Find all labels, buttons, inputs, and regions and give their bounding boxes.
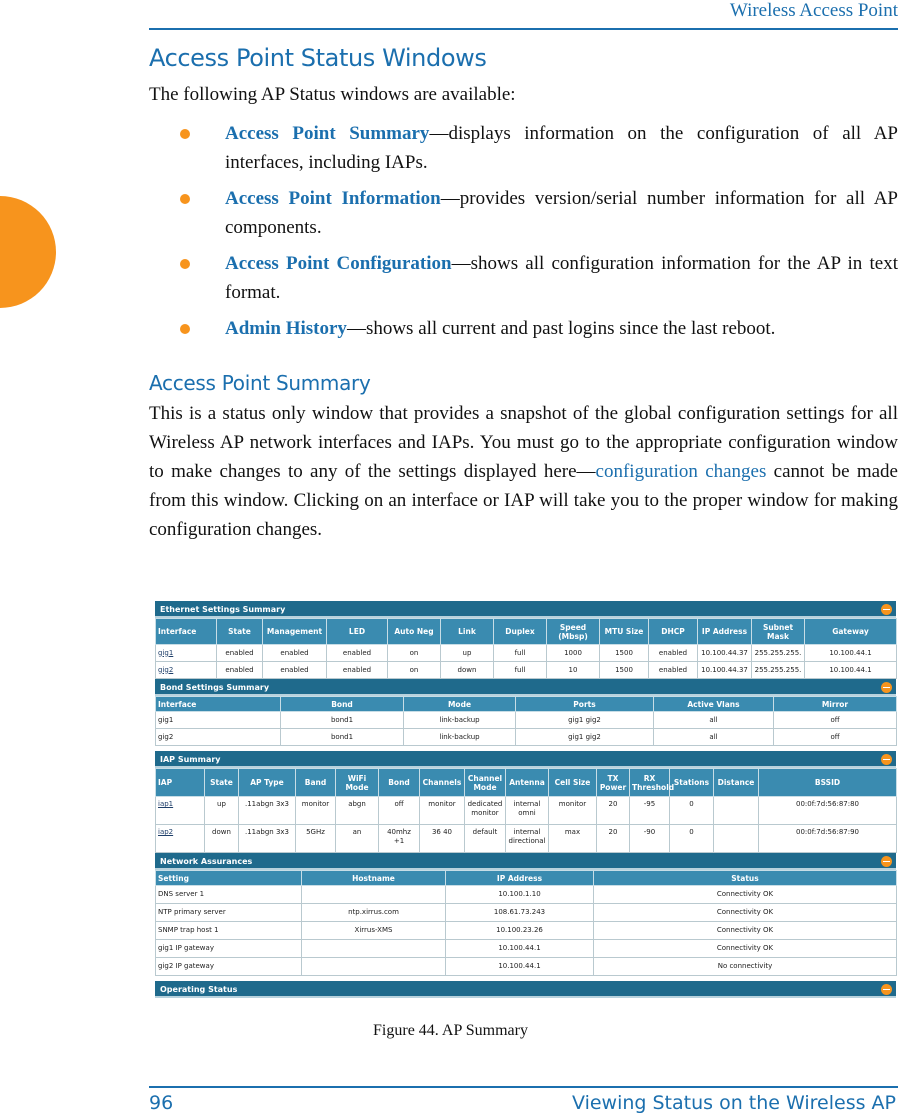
page-number: 96 [149, 1092, 174, 1114]
table-cell: gig2 [156, 729, 281, 746]
column-header: RX Threshold [630, 769, 670, 797]
ethernet-table [155, 618, 897, 679]
table-cell: 10.100.44.1 [446, 958, 594, 976]
table-cell: 1000 [547, 645, 600, 662]
table-cell: enabled [327, 662, 388, 679]
column-header: Channel Mode [465, 769, 506, 797]
table-cell: all [654, 712, 774, 729]
table-cell: max [549, 825, 597, 853]
interface-link[interactable]: gig2 [156, 662, 217, 679]
list-item-text: —provides version/serial number information for all AP components. [225, 188, 898, 238]
table-cell: enabled [649, 662, 698, 679]
intro-paragraph: The following AP Status windows are available: [149, 84, 516, 105]
subsection-heading: Access Point Summary [149, 371, 371, 395]
table-cell: full [494, 645, 547, 662]
summary-text: This is a status only window that provides a snapshot of the global configuration settings for all Wireless AP network interfaces and IAPs. You must go to the appropriate configuration window to make changes to any of the settings displayed here— [149, 403, 898, 482]
column-header: WiFi Mode [336, 769, 379, 797]
table-cell: abgn [336, 797, 379, 825]
table-cell: all [654, 729, 774, 746]
network-assurances-table [155, 870, 897, 976]
table-row[interactable] [156, 940, 897, 958]
iap-section-header[interactable] [155, 751, 896, 768]
table-cell: gig1 gig2 [516, 729, 654, 746]
table-cell: 255.255.255. [752, 645, 805, 662]
table-row[interactable] [156, 712, 897, 729]
table-cell: enabled [263, 645, 327, 662]
collapse-icon[interactable] [881, 604, 892, 615]
column-header: AP Type [239, 769, 296, 797]
summary-text: cannot be made from this window. Clicking on an interface or IAP will take you to the proper window for making configuration changes. [149, 461, 898, 540]
column-header: Mode [404, 697, 516, 712]
column-header: Speed (Mbsp) [547, 619, 600, 645]
interface-link[interactable]: gig1 [156, 645, 217, 662]
chapter-tab-marker [0, 196, 56, 308]
table-cell: Connectivity OK [594, 940, 897, 958]
section-heading: Access Point Status Windows [149, 44, 487, 72]
list-item-text: —shows all configuration information for the AP in text format. [225, 253, 898, 303]
table-cell: DNS server 1 [156, 886, 302, 904]
column-header: Active Vlans [654, 697, 774, 712]
column-header: Channels [420, 769, 465, 797]
running-head: Wireless Access Point [729, 0, 898, 21]
table-cell: down [205, 825, 239, 853]
column-header: Mirror [774, 697, 897, 712]
table-cell: gig1 [156, 712, 281, 729]
network-assurances-section-header[interactable] [155, 853, 896, 870]
table-cell: down [441, 662, 494, 679]
table-cell: gig1 IP gateway [156, 940, 302, 958]
footer-title: Viewing Status on the Wireless AP [571, 1092, 896, 1114]
status-window-list [149, 119, 898, 350]
collapse-icon[interactable] [881, 984, 892, 995]
list-item-text: —displays information on the configuration of all AP interfaces, including IAPs. [225, 123, 898, 173]
table-cell: link-backup [404, 729, 516, 746]
section-title: IAP Summary [160, 755, 221, 764]
table-cell: enabled [217, 662, 263, 679]
table-cell: 5GHz [296, 825, 336, 853]
table-cell: Connectivity OK [594, 922, 897, 940]
table-cell: off [379, 797, 420, 825]
table-row[interactable] [156, 958, 897, 976]
ap-summary-screenshot [155, 601, 896, 1012]
table-cell: bond1 [281, 729, 404, 746]
table-cell: off [774, 729, 897, 746]
column-header: IP Address [446, 871, 594, 886]
table-cell: 10.100.44.1 [805, 662, 897, 679]
column-header: LED [327, 619, 388, 645]
iap-link[interactable]: iap1 [156, 797, 205, 825]
table-cell: 0 [670, 825, 714, 853]
footer-rule [149, 1086, 898, 1088]
table-cell: enabled [217, 645, 263, 662]
table-cell: -95 [630, 797, 670, 825]
summary-paragraph [149, 399, 898, 544]
table-cell: monitor [549, 797, 597, 825]
table-cell: bond1 [281, 712, 404, 729]
table-cell: monitor [420, 797, 465, 825]
collapse-icon[interactable] [881, 754, 892, 765]
section-title: Bond Settings Summary [160, 683, 270, 692]
table-cell: No connectivity [594, 958, 897, 976]
column-header: DHCP [649, 619, 698, 645]
table-cell: gig2 IP gateway [156, 958, 302, 976]
table-header-row [156, 871, 897, 886]
header-rule [149, 28, 898, 30]
column-header: Auto Neg [388, 619, 441, 645]
column-header: State [205, 769, 239, 797]
table-cell: up [205, 797, 239, 825]
table-cell: dedicated monitor [465, 797, 506, 825]
ethernet-section-header[interactable] [155, 601, 896, 618]
table-row[interactable] [156, 662, 897, 679]
table-cell: Connectivity OK [594, 886, 897, 904]
column-header: TX Power [597, 769, 630, 797]
column-header: Bond [281, 697, 404, 712]
column-header: Bond [379, 769, 420, 797]
term-link[interactable]: Access Point Information [225, 188, 441, 209]
table-cell: 10.100.1.10 [446, 886, 594, 904]
column-header: Hostname [302, 871, 446, 886]
table-cell: .11abgn 3x3 [239, 825, 296, 853]
table-cell: 10.100.44.1 [446, 940, 594, 958]
figure-caption: Figure 44. AP Summary [373, 1022, 528, 1039]
table-cell: 255.255.255. [752, 662, 805, 679]
table-cell: Connectivity OK [594, 904, 897, 922]
column-header: Interface [156, 619, 217, 645]
table-cell: 10 [547, 662, 600, 679]
table-cell: -90 [630, 825, 670, 853]
table-header-row [156, 619, 897, 645]
section-title: Ethernet Settings Summary [160, 605, 286, 614]
bullet-icon [180, 194, 190, 204]
table-row[interactable] [156, 645, 897, 662]
iap-link[interactable]: iap2 [156, 825, 205, 853]
list-item-text: —shows all current and past logins since the last reboot. [346, 318, 776, 339]
table-cell: 108.61.73.243 [446, 904, 594, 922]
table-cell: 10.100.44.37 [698, 662, 752, 679]
bullet-icon [180, 129, 190, 139]
table-cell: enabled [649, 645, 698, 662]
table-cell: NTP primary server [156, 904, 302, 922]
table-cell: full [494, 662, 547, 679]
table-cell [302, 940, 446, 958]
table-cell: .11abgn 3x3 [239, 797, 296, 825]
table-cell: 36 40 [420, 825, 465, 853]
column-header: MTU Size [600, 619, 649, 645]
bond-table [155, 696, 897, 746]
term-link[interactable]: Admin History [225, 318, 347, 339]
table-header-row [156, 697, 897, 712]
table-cell: gig1 gig2 [516, 712, 654, 729]
table-cell: on [388, 645, 441, 662]
column-header: Interface [156, 697, 281, 712]
column-header: Stations [670, 769, 714, 797]
column-header: Ports [516, 697, 654, 712]
table-cell: enabled [263, 662, 327, 679]
column-header: Gateway [805, 619, 897, 645]
table-cell [714, 825, 759, 853]
table-cell: on [388, 662, 441, 679]
table-cell: 00:0f:7d:56:87:80 [759, 797, 897, 825]
column-header: Subnet Mask [752, 619, 805, 645]
section-title: Network Assurances [160, 857, 253, 866]
bullet-icon [180, 259, 190, 269]
table-cell: monitor [296, 797, 336, 825]
column-header: Duplex [494, 619, 547, 645]
list-item [149, 119, 898, 177]
column-header: Band [296, 769, 336, 797]
table-cell: 10.100.44.1 [805, 645, 897, 662]
bullet-icon [180, 324, 190, 334]
table-row[interactable] [156, 922, 897, 940]
table-cell: 10.100.23.26 [446, 922, 594, 940]
list-item [149, 314, 898, 343]
collapse-icon[interactable] [881, 682, 892, 693]
table-cell: up [441, 645, 494, 662]
column-header: Antenna [506, 769, 549, 797]
table-cell: 20 [597, 797, 630, 825]
column-header: Distance [714, 769, 759, 797]
table-row[interactable] [156, 729, 897, 746]
column-header: IAP [156, 769, 205, 797]
term-link[interactable]: Access Point Summary [225, 123, 430, 144]
table-cell: 40mhz +1 [379, 825, 420, 853]
collapse-icon[interactable] [881, 856, 892, 867]
operating-status-section-header[interactable] [155, 981, 896, 998]
table-cell: default [465, 825, 506, 853]
column-header: IP Address [698, 619, 752, 645]
table-cell: 10.100.44.37 [698, 645, 752, 662]
table-cell: 00:0f:7d:56:87:90 [759, 825, 897, 853]
list-item [149, 184, 898, 242]
term-link[interactable]: Access Point Configuration [225, 253, 452, 274]
table-cell: 0 [670, 797, 714, 825]
table-cell: 1500 [600, 645, 649, 662]
column-header: State [217, 619, 263, 645]
table-cell [302, 886, 446, 904]
table-row[interactable] [156, 797, 897, 825]
table-row[interactable] [156, 886, 897, 904]
bond-section-header[interactable] [155, 679, 896, 696]
table-cell: Xirrus-XMS [302, 922, 446, 940]
table-cell: link-backup [404, 712, 516, 729]
column-header: Status [594, 871, 897, 886]
table-cell [302, 958, 446, 976]
table-cell: internal directional [506, 825, 549, 853]
table-cell: 1500 [600, 662, 649, 679]
table-header-row [156, 769, 897, 797]
table-cell [714, 797, 759, 825]
table-row[interactable] [156, 904, 897, 922]
table-cell: 20 [597, 825, 630, 853]
column-header: Setting [156, 871, 302, 886]
table-cell: internal omni [506, 797, 549, 825]
iap-table [155, 768, 897, 853]
table-cell: an [336, 825, 379, 853]
table-cell: enabled [327, 645, 388, 662]
table-row[interactable] [156, 825, 897, 853]
table-cell: ntp.xirrus.com [302, 904, 446, 922]
column-header: BSSID [759, 769, 897, 797]
column-header: Management [263, 619, 327, 645]
table-cell: SNMP trap host 1 [156, 922, 302, 940]
column-header: Cell Size [549, 769, 597, 797]
column-header: Link [441, 619, 494, 645]
table-cell: off [774, 712, 897, 729]
configuration-changes-link[interactable]: configuration changes [595, 461, 767, 482]
list-item [149, 249, 898, 307]
section-title: Operating Status [160, 985, 238, 994]
